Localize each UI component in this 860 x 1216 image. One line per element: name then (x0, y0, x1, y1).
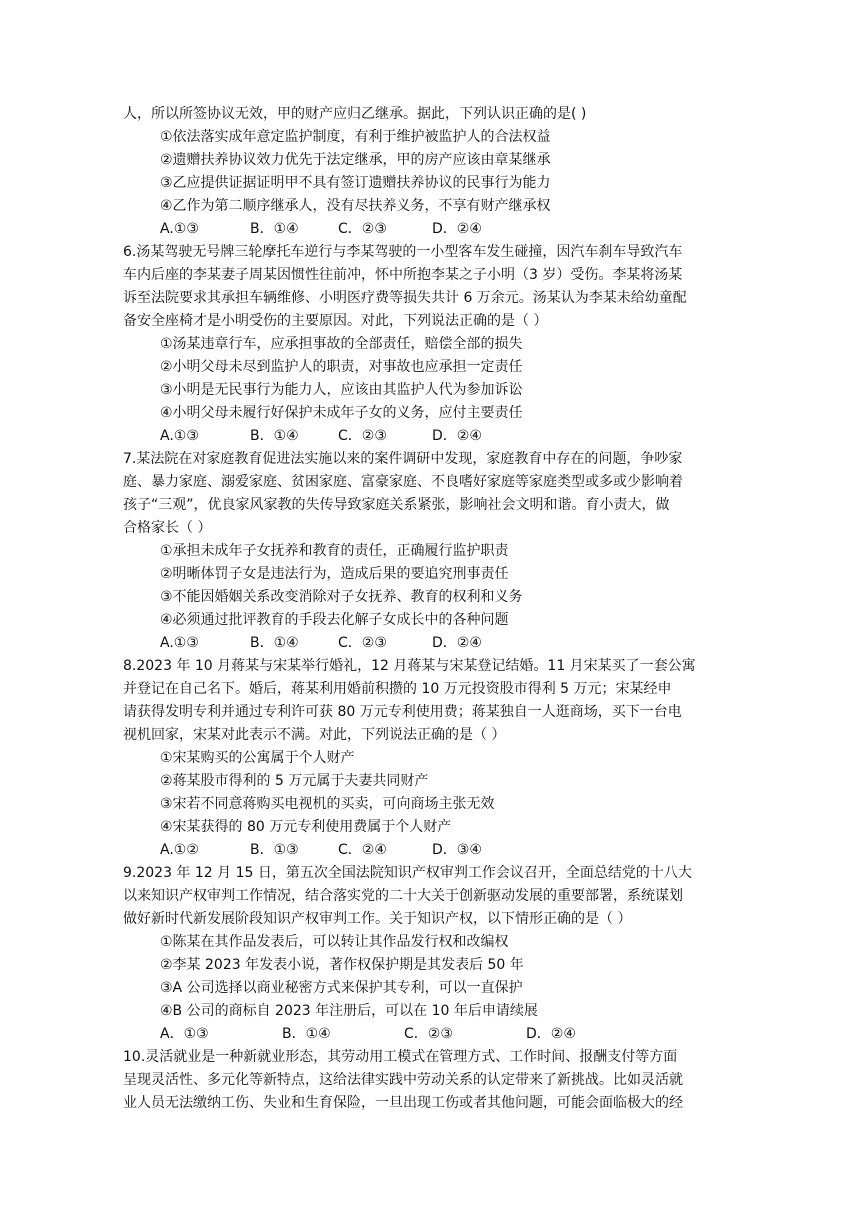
q8-answer-b: B．①③ (250, 842, 299, 858)
q10-stem-line-1: 10.灵活就业是一种新就业形态，其劳动用工模式在管理方式、工作时间、报酬支付等方面 (123, 1049, 678, 1065)
q8-answer-a: A.①② (160, 842, 199, 858)
q7-option-1: ①承担未成年子女抚养和教育的责任，正确履行监护职责 (160, 543, 509, 559)
q5-option-4: ④乙作为第二顺序继承人，没有尽扶养义务，不享有财产继承权 (160, 198, 551, 214)
q6-answer-b: B．①④ (250, 428, 299, 444)
q9-option-3: ③A 公司选择以商业秘密方式来保护其专利，可以一直保护 (160, 980, 523, 996)
q9-option-4: ④B 公司的商标自 2023 年注册后，可以在 10 年后申请续展 (160, 1003, 538, 1019)
q10-stem-line-3: 业人员无法缴纳工伤、失业和生育保险，一旦出现工伤或者其他问题，可能会面临极大的经 (123, 1095, 683, 1111)
q8-stem-line-1: 8.2023 年 10 月蒋某与宋某举行婚礼，12 月蒋某与宋某登记结婚。11 月宋某买了一套公寓 (123, 658, 696, 674)
q7-stem-line-1: 7.某法院在对家庭教育促进法实施以来的案件调研中发现，家庭教育中存在的问题，争吵家 (123, 451, 683, 467)
q6-option-4: ④小明父母未履行好保护未成年子女的义务，应付主要责任 (160, 405, 523, 421)
q8-option-1: ①宋某购买的公寓属于个人财产 (160, 750, 355, 766)
q7-answer-c: C．②③ (338, 635, 387, 651)
q7-answer-row (160, 632, 482, 654)
q7-stem-line-4: 合格家长（ ） (123, 520, 212, 536)
q8-option-3: ③宋若不同意蒋购买电视机的买卖，可向商场主张无效 (160, 796, 495, 812)
q8-answer-c: C．②④ (338, 842, 387, 858)
q8-stem-line-3: 请获得发明专利并通过专利许可获 80 万元专利使用费；蒋某独自一人逛商场，买下一台电 (123, 704, 682, 720)
q6-answer-d: D．②④ (432, 428, 482, 444)
q5-answer-b: B．①④ (250, 221, 299, 237)
q9-stem-line-1: 9.2023 年 12 月 15 日，第五次全国法院知识产权审判工作会议召开，全面总结党的十八大 (123, 865, 692, 881)
q7-answer-b: B．①④ (250, 635, 299, 651)
q7-stem-line-3: 孩子“三观”，优良家风家教的失传导致家庭关系紧张，影响社会文明和谐。育小责大，做 (123, 497, 670, 513)
q7-option-4: ④必须通过批评教育的手段去化解子女成长中的各种问题 (160, 612, 509, 628)
q8-answer-d: D．③④ (432, 842, 482, 858)
q8-stem-line-4: 视机回家，宋某对此表示不满。对此，下列说法正确的是（ ） (123, 727, 506, 743)
q6-option-3: ③小明是无民事行为能力人，应该由其监护人代为参加诉讼 (160, 382, 523, 398)
q8-stem-line-2: 并登记在自己名下。婚后，蒋某利用婚前积攒的 10 万元投资股市得利 5 万元；宋某经申 (123, 681, 672, 697)
q9-stem-line-3: 做好新时代新发展阶段知识产权审判工作。关于知识产权，以下情形正确的是（ ） (123, 911, 632, 927)
q5-answer-d: D．②④ (432, 221, 482, 237)
q5-option-1: ①依法落实成年意定监护制度，有利于维护被监护人的合法权益 (160, 129, 551, 145)
q6-option-1: ①汤某违章行车，应承担事故的全部责任，赔偿全部的损失 (160, 336, 523, 352)
q5-answer-row (160, 218, 482, 240)
q5-option-2: ②遗赠扶养协议效力优先于法定继承，甲的房产应该由章某继承 (160, 152, 551, 168)
q6-answer-a: A.①③ (160, 428, 199, 444)
q9-answer-row (160, 1023, 576, 1045)
q10-stem-line-2: 呈现灵活性、多元化等新特点，这给法律实践中劳动关系的认定带来了新挑战。比如灵活就 (123, 1072, 683, 1088)
q6-stem-line-1: 6.汤某驾驶无号牌三轮摩托车逆行与李某驾驶的一小型客车发生碰撞，因汽车刹车导致汽车 (123, 244, 683, 260)
q9-answer-c: C．②③ (404, 1026, 453, 1042)
q9-stem-line-2: 以来知识产权审判工作情况，结合落实党的二十大关于创新驱动发展的重要部署，系统谋划 (123, 888, 683, 904)
q7-answer-a: A.①③ (160, 635, 199, 651)
q6-answer-row (160, 425, 482, 447)
q8-option-4: ④宋某获得的 80 万元专利使用费属于个人财产 (160, 819, 452, 835)
q7-stem-line-2: 庭、暴力家庭、溺爱家庭、贫困家庭、富豪家庭、不良嗜好家庭等家庭类型或多或少影响着 (123, 474, 683, 490)
q5-answer-a: A.①③ (160, 221, 199, 237)
q7-option-3: ③不能因婚姻关系改变消除对子女抚养、教育的权利和义务 (160, 589, 523, 605)
q9-option-1: ①陈某在其作品发表后，可以转让其作品发行权和改编权 (160, 934, 509, 950)
q8-option-2: ②蒋某股市得利的 5 万元属于夫妻共同财产 (160, 773, 429, 789)
q5-stem-tail: 人，所以所签协议无效，甲的财产应归乙继承。据此，下列认识正确的是( ) (123, 106, 587, 122)
q9-option-2: ②李某 2023 年发表小说，著作权保护期是其发表后 50 年 (160, 957, 524, 973)
q9-answer-d: D．②④ (526, 1026, 576, 1042)
q6-stem-line-4: 备安全座椅才是小明受伤的主要原因。对此，下列说法正确的是（ ） (123, 313, 548, 329)
q6-stem-line-2: 车内后座的李某妻子周某因惯性往前冲，怀中所抱李某之子小明（3 岁）受伤。李某将汤某 (123, 267, 683, 283)
q8-answer-row (160, 839, 482, 861)
q6-answer-c: C．②③ (338, 428, 387, 444)
q7-answer-d: D．②④ (432, 635, 482, 651)
q6-stem-line-3: 诉至法院要求其承担车辆维修、小明医疗费等损失共计 6 万余元。汤某认为李某未给幼童配 (123, 290, 687, 306)
q6-option-2: ②小明父母未尽到监护人的职责，对事故也应承担一定责任 (160, 359, 523, 375)
q7-option-2: ②明晰体罚子女是违法行为，造成后果的要追究刑事责任 (160, 566, 509, 582)
q5-option-3: ③乙应提供证据证明甲不具有签订遗赠扶养协议的民事行为能力 (160, 175, 551, 191)
q9-answer-a: A．①③ (160, 1026, 209, 1042)
q5-answer-c: C．②③ (338, 221, 387, 237)
q9-answer-b: B．①④ (282, 1026, 331, 1042)
